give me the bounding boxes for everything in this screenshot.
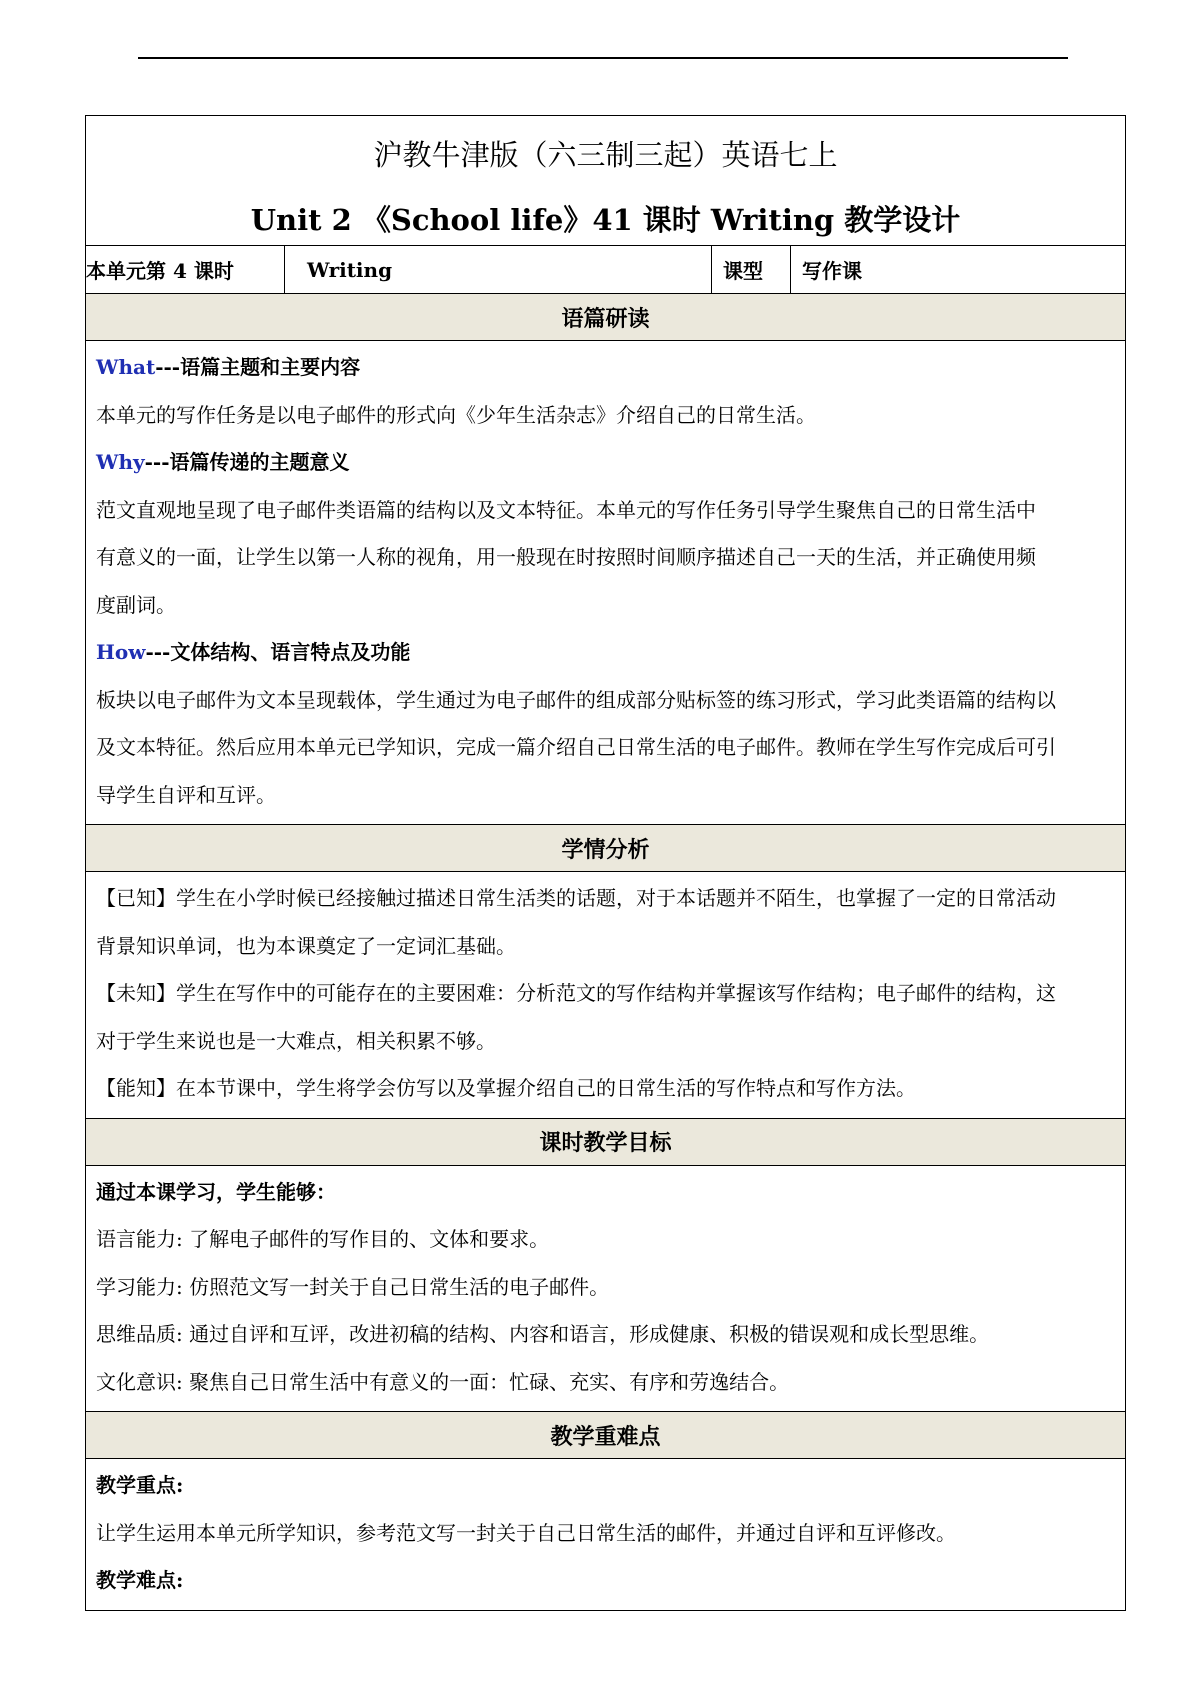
- objectives-intro: 通过本课学习，学生能够：: [96, 1179, 336, 1204]
- what-text: 本单元的写作任务是以电子邮件的形式向《少年生活杂志》介绍自己的日常生活。: [96, 402, 816, 427]
- how-text-line: 导学生自评和互评。: [96, 782, 276, 807]
- lesson-number: 本单元第 4 课时: [86, 246, 285, 294]
- learner-analysis-line: 【能知】在本节课中，学生将学会仿写以及掌握介绍自己的日常生活的写作特点和写作方法。: [96, 1076, 916, 1100]
- objective-item: 语言能力: 了解电子邮件的写作目的、文体和要求。: [96, 1227, 550, 1251]
- objectives-content: [86, 1165, 1126, 1412]
- objective-item: 文化意识: 聚焦自己日常生活中有意义的一面：忙碌、充实、有序和劳逸结合。: [96, 1369, 790, 1394]
- header-rule: [138, 57, 1068, 59]
- lesson-type-value: 写作课: [791, 246, 1126, 294]
- why-keyword: Why: [96, 450, 145, 474]
- document-subtitle: Unit 2 《School life》41 课时 Writing 教学设计: [250, 203, 961, 237]
- difficult-point-label: 教学难点:: [96, 1568, 184, 1592]
- why-heading-text: ---语篇传递的主题意义: [144, 450, 350, 474]
- lesson-topic: Writing: [285, 246, 712, 294]
- how-text-line: 板块以电子邮件为文本呈现载体，学生通过为电子邮件的组成部分贴标签的练习形式，学习此类语篇的结构以: [96, 687, 1056, 712]
- why-text-line: 度副词。: [96, 592, 176, 617]
- info-row: [86, 246, 1126, 294]
- how-text-line: 及文本特征。然后应用本单元已学知识，完成一篇介绍自己日常生活的电子邮件。教师在学生写作完成后可引: [96, 735, 1056, 759]
- learner-analysis-line: 对于学生来说也是一大难点，相关积累不够。: [96, 1028, 496, 1053]
- key-points-content: [86, 1459, 1126, 1611]
- why-text-line: 有意义的一面，让学生以第一人称的视角，用一般现在时按照时间顺序描述自己一天的生活，并正确使用频: [96, 545, 1036, 569]
- learner-analysis-content: [86, 872, 1126, 1119]
- section-heading-objectives: 课时教学目标: [86, 1118, 1126, 1165]
- lesson-type-label: 课型: [712, 246, 791, 294]
- lesson-plan-table: [85, 115, 1126, 1611]
- objective-item: 思维品质: 通过自评和互评，改进初稿的结构、内容和语言，形成健康、积极的错误观和成长型思维。: [96, 1322, 990, 1346]
- what-heading-text: ---语篇主题和主要内容: [155, 355, 361, 379]
- section-heading-learner-analysis: 学情分析: [86, 825, 1126, 872]
- title-cell: [86, 116, 1126, 246]
- learner-analysis-line: 【已知】学生在小学时候已经接触过描述日常生活类的话题，对于本话题并不陌生，也掌握了一定的日常活动: [96, 886, 1056, 910]
- section-heading-text-study: 语篇研读: [86, 294, 1126, 341]
- text-study-content: [86, 341, 1126, 825]
- learner-analysis-line: 背景知识单词，也为本课奠定了一定词汇基础。: [96, 933, 516, 958]
- what-heading: [96, 344, 1115, 392]
- why-text-line: 范文直观地呈现了电子邮件类语篇的结构以及文本特征。本单元的写作任务引导学生聚焦自己的日常生活中: [96, 497, 1036, 522]
- how-keyword: How: [96, 640, 146, 664]
- objective-item: 学习能力: 仿照范文写一封关于自己日常生活的电子邮件。: [96, 1274, 610, 1299]
- what-keyword: What: [96, 355, 156, 379]
- document-title: 沪教牛津版（六三制三起）英语七上: [373, 138, 838, 172]
- how-heading-text: ---文体结构、语言特点及功能: [145, 640, 411, 664]
- key-point-text: 让学生运用本单元所学知识，参考范文写一封关于自己日常生活的邮件，并通过自评和互评修改。: [96, 1520, 956, 1545]
- key-point-label: 教学重点:: [96, 1473, 184, 1497]
- section-heading-key-points: 教学重难点: [86, 1412, 1126, 1459]
- why-heading: [96, 439, 1115, 487]
- how-heading: [96, 629, 1115, 677]
- learner-analysis-line: 【未知】学生在写作中的可能存在的主要困难：分析范文的写作结构并掌握该写作结构；电子邮件的结构，这: [96, 981, 1056, 1005]
